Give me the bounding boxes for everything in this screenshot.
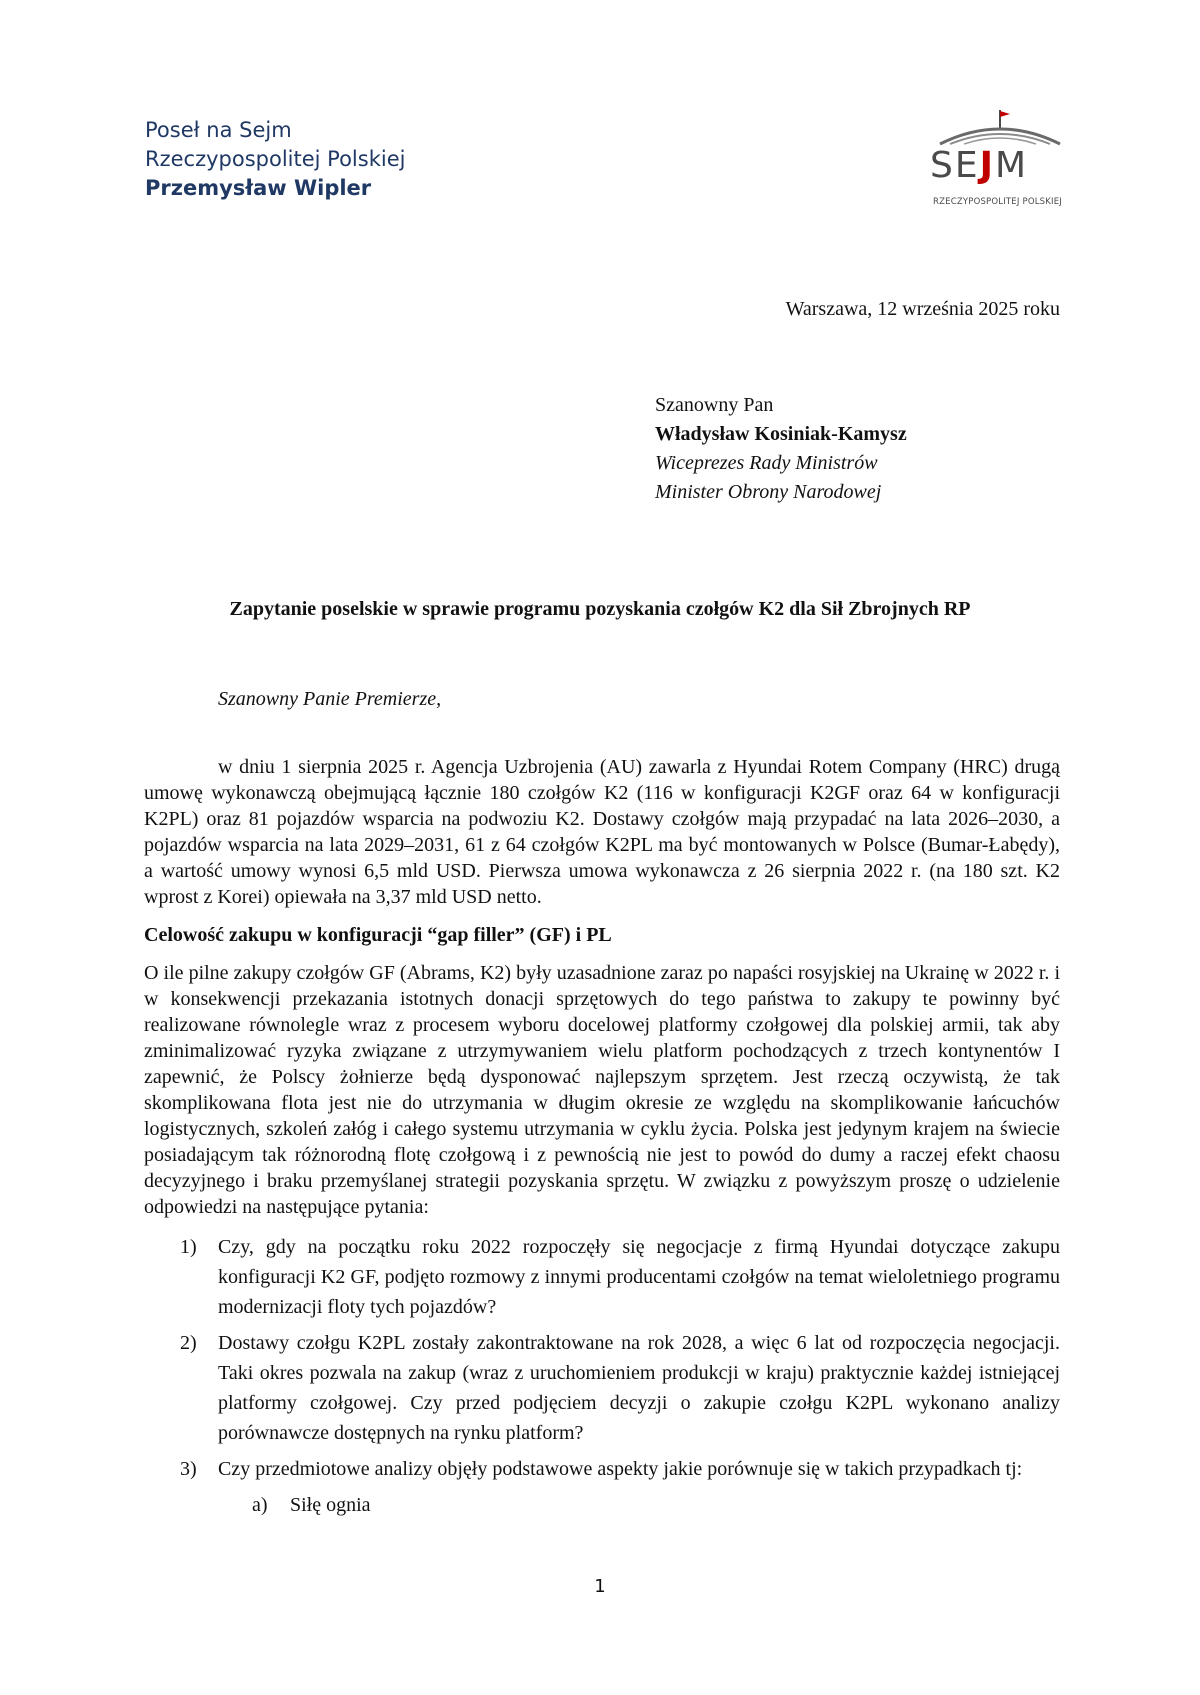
sender-line-1: Poseł na Sejm: [145, 118, 292, 142]
addressee-title-2: Minister Obrony Narodowej: [655, 481, 882, 503]
addressee-name: Władysław Kosiniak-Kamysz: [655, 423, 907, 445]
letter-subject: Zapytanie poselskie w sprawie programu pozyskania czołgów K2 dla Sił Zbrojnych RP: [229, 598, 971, 620]
logo-text-left: SE: [930, 145, 980, 186]
question-number: 1): [180, 1236, 197, 1258]
sub-item-letter: a): [252, 1494, 268, 1516]
logo-text-mid: J: [979, 145, 996, 186]
question-text: Czy, gdy na początku roku 2022 rozpoczęły się negocjacje z firmą Hyundai dotyczące zakupu konfiguracji K2 GF, podjęto rozmowy z innymi producentami czołgów na temat wieloletniego programu modernizacji floty tych pojazdów?: [218, 1236, 1060, 1318]
sub-item: [144, 1490, 1060, 1520]
section-heading: Celowość zakupu w konfiguracji “gap filler” (GF) i PL: [144, 924, 612, 946]
question-number: 2): [180, 1332, 197, 1354]
logo-text-right: M: [995, 145, 1029, 186]
logo-subtitle: RZECZYPOSPOLITEJ POLSKIEJ: [933, 197, 1062, 207]
sender-name: Przemysław Wipler: [145, 176, 372, 200]
sender-block: [145, 116, 405, 203]
addressee-block: [655, 391, 907, 507]
salutation: Szanowny Panie Premierze,: [218, 688, 442, 710]
page-number: 1: [594, 1576, 606, 1597]
question-text: Czy przedmiotowe analizy objęły podstawowe aspekty jakie porównuje się w takich przypadkach tj:: [218, 1458, 1023, 1480]
question-item: [144, 1454, 1060, 1484]
logo-wordmark: [930, 145, 1070, 186]
question-text: Dostawy czołgu K2PL zostały zakontraktowane na rok 2028, a więc 6 lat od rozpoczęcia negocjacji. Taki okres pozwala na zakup (wraz z uruchomieniem produkcji w kraju) praktycznie każdej istniejącej platformy czołgowej. Czy przed podjęciem decyzji o zakupie czołgu K2PL wykonano analizy porównawcze dostępnych na rynku platform?: [218, 1332, 1060, 1444]
sender-line-2: Rzeczypospolitej Polskiej: [145, 147, 406, 171]
letter-date: Warszawa, 12 września 2025 roku: [785, 298, 1060, 320]
sub-item-text: Siłę ognia: [290, 1494, 371, 1516]
question-item: [144, 1328, 1060, 1448]
question-item: [144, 1232, 1060, 1322]
addressee-greeting: Szanowny Pan: [655, 394, 774, 416]
paragraph-2: O ile pilne zakupy czołgów GF (Abrams, K2) były uzasadnione zaraz po napaści rosyjskiej na Ukrainę w 2022 r. i w konsekwencji przekazania istotnych donacji sprzętowych do tego państwa to zakupy te powinny być realizowane równolegle wraz z procesem wyboru docelowej platformy czołgowej dla polskiej armii, tak aby zminimalizować ryzyka związane z utrzymywaniem wielu platform pochodzących z trzech kontynentów I zapewnić, że Polscy żołnierze będą dysponować najlepszym sprzętem. Jest rzeczą oczywistą, że tak skomplikowana flota jest nie do utrzymania w długim okresie ze względu na skomplikowanie łańcuchów logistycznych, szkoleń załóg i całego systemu utrzymania w cyklu życia. Polska jest jedynym krajem na świecie posiadającym tak różnorodną flotę czołgową i z pewnością nie jest to powód do dumy a raczej efekt chaosu decyzyjnego i braku przemyślanej strategii pozyskania sprzętu. W związku z powyższym proszę o udzielenie odpowiedzi na następujące pytania:: [144, 962, 1060, 1218]
question-number: 3): [180, 1458, 197, 1480]
addressee-title-1: Wiceprezes Rady Ministrów: [655, 452, 878, 474]
paragraph-1: w dniu 1 sierpnia 2025 r. Agencja Uzbrojenia (AU) zawarla z Hyundai Rotem Company (HRC) drugą umowę wykonawczą obejmującą łącznie 180 czołgów K2 (116 w konfiguracji K2GF oraz 64 w konfiguracji K2PL) oraz 81 pojazdów wsparcia na podwoziu K2. Dostawy czołgów mają przypadać na lata 2026–2030, a pojazdów wsparcia na lata 2029–2031, 61 z 64 czołgów K2PL ma być montowanych w Polsce (Bumar-Łabędy), a wartość umowy wynosi 6,5 mld USD. Pierwsza umowa wykonawcza z 26 sierpnia 2022 r. (na 180 szt. K2 wprost z Korei) opiewała na 3,37 mld USD netto.: [144, 756, 1060, 908]
questions-list: [144, 1232, 1060, 1520]
